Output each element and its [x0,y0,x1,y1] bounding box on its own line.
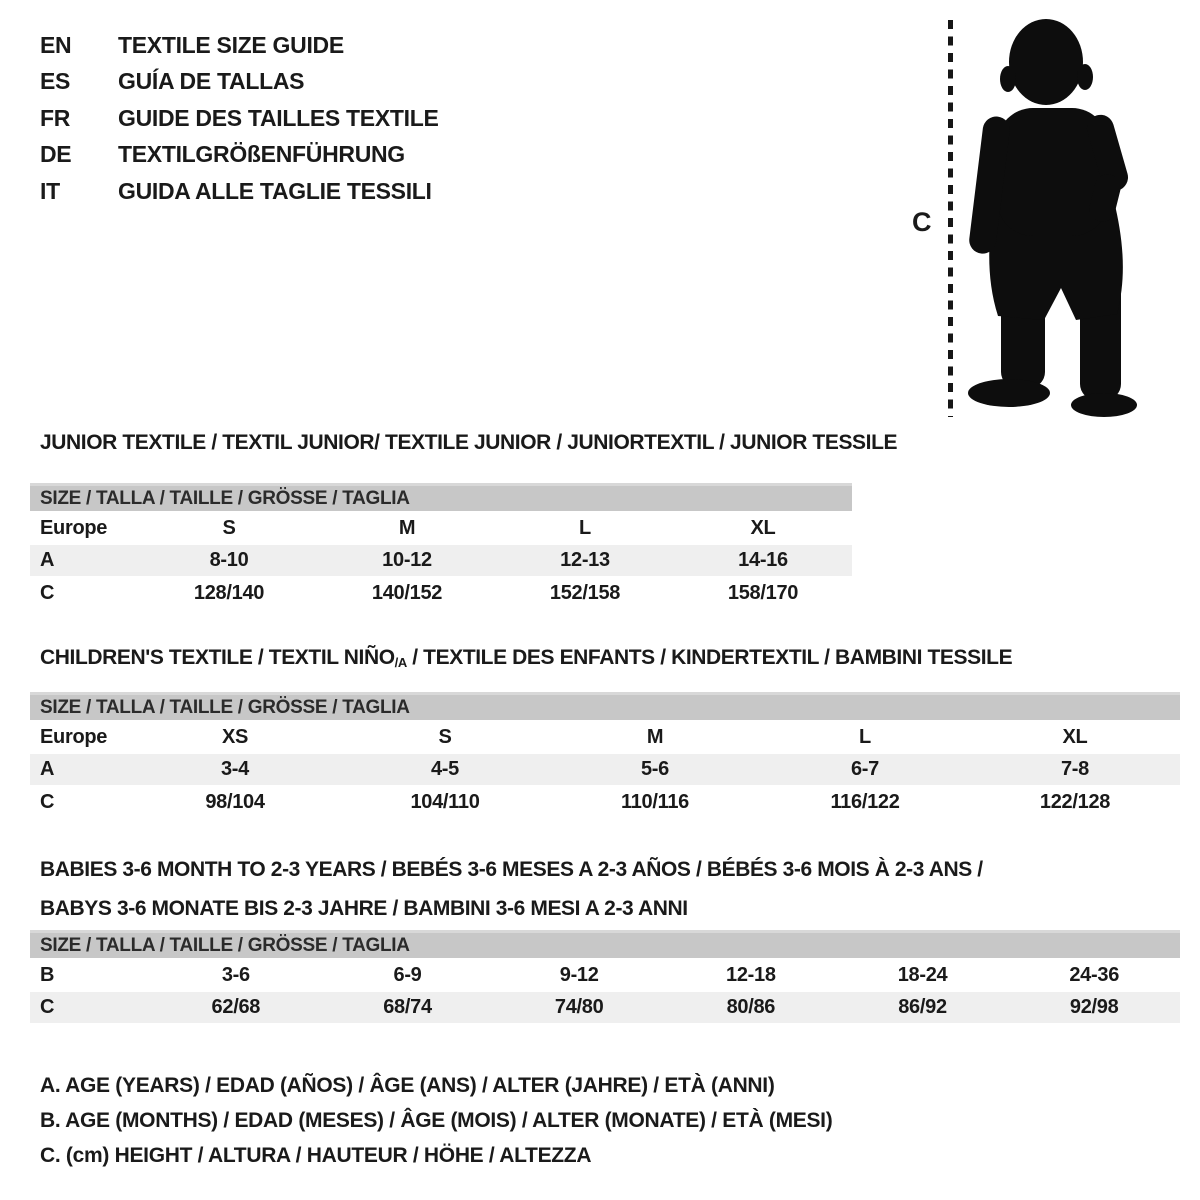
size-cell: 68/74 [383,996,432,1018]
row-label: Europe [40,517,108,539]
size-cell: 80/86 [726,996,776,1018]
junior-size-table [30,483,852,610]
size-cell: 3-6 [221,964,250,986]
size-cell: XL [1062,726,1088,748]
lang-title: TEXTILE SIZE GUIDE [118,31,344,58]
size-cell: 140/152 [371,582,443,604]
lang-row-it [40,173,439,210]
title-part: / TEXTILE DES ENFANTS / KINDERTEXTIL / BAMBINI TESSILE [406,646,1013,669]
legend-line-a: A. AGE (YEARS) / EDAD (AÑOS) / ÂGE (ANS) / ALTER (JAHRE) / ETÀ (ANNI) [40,1074,775,1097]
babies-textile-section [30,850,1180,1023]
size-cell: 98/104 [205,791,265,813]
size-header-bar: SIZE / TALLA / TAILLE / GRÖSSE / TAGLIA [30,930,1180,958]
size-cell: 158/170 [727,582,799,604]
size-cell: XS [221,726,249,748]
size-cell: 12-18 [726,964,776,986]
lang-code: EN [40,31,72,58]
size-cell: 128/140 [193,582,265,604]
table-row-b [30,958,1180,992]
size-cell: L [579,517,591,539]
size-cell: S [438,726,452,748]
row-label: Europe [40,726,108,748]
size-header-bar: SIZE / TALLA / TAILLE / GRÖSSE / TAGLIA [30,483,852,511]
table-row-a [30,545,852,576]
legend-line-b: B. AGE (MONTHS) / EDAD (MESES) / ÂGE (MOIS) / ALTER (MONATE) / ETÀ (MESI) [40,1109,833,1132]
size-cell: 8-10 [209,549,249,571]
size-cell: 24-36 [1069,964,1120,986]
section-title-junior: JUNIOR TEXTILE / TEXTIL JUNIOR/ TEXTILE JUNIOR / JUNIORTEXTIL / JUNIOR TESSILE [40,431,898,454]
size-cell: M [398,517,416,539]
size-cell: 104/110 [410,791,480,813]
lang-row-de [40,137,439,174]
size-cell: M [646,726,664,748]
lang-title: GUIDA ALLE TAGLIE TESSILI [118,177,432,204]
size-cell: 5-6 [640,758,669,780]
table-row-europe [30,511,852,545]
size-cell: 110/116 [621,791,689,813]
table-row-c [30,785,1180,819]
row-label: B [40,964,55,986]
children-textile-section [30,644,1180,819]
title-subscript: /A [394,655,407,670]
row-label: C [40,791,55,813]
height-measure-label: C [912,207,932,237]
section-title-babies [30,850,1180,928]
title-line-2: BABYS 3-6 MONATE BIS 2-3 JAHRE / BAMBINI 3-6 MESI A 2-3 ANNI [40,897,688,920]
row-label: A [40,758,55,780]
lang-title: GUÍA DE TALLAS [118,68,305,95]
size-cell: 18-24 [897,964,948,986]
size-cell: 74/80 [554,996,604,1018]
size-cell: 12-13 [560,549,610,571]
size-cell: 116/122 [830,791,900,813]
height-measure-dashed-line [948,20,953,417]
size-cell: 152/158 [549,582,621,604]
size-cell: 9-12 [559,964,599,986]
lang-code: DE [40,141,72,168]
size-cell: 6-7 [850,758,879,780]
size-cell: 3-4 [220,758,249,780]
size-header-bar: SIZE / TALLA / TAILLE / GRÖSSE / TAGLIA [30,692,1180,720]
size-cell: S [222,517,236,539]
table-row-a [30,754,1180,785]
legend-line-c: C. (cm) HEIGHT / ALTURA / HAUTEUR / HÖHE / ALTEZZA [40,1144,592,1167]
size-cell: 62/68 [211,996,261,1018]
size-cell: 92/98 [1069,996,1119,1018]
children-size-table [30,692,1180,819]
lang-row-en [40,27,439,64]
lang-code: ES [40,68,71,95]
lang-title: GUIDE DES TAILLES TEXTILE [118,104,439,131]
size-cell: 7-8 [1060,758,1089,780]
size-cell: 4-5 [430,758,459,780]
size-cell: 14-16 [738,549,788,571]
section-title-children [30,644,1180,673]
size-cell: L [859,726,871,748]
title-line-1: BABIES 3-6 MONTH TO 2-3 YEARS / BEBÉS 3-6 MESES A 2-3 AÑOS / BÉBÉS 3-6 MOIS À 2-3 ANS / [40,858,983,881]
size-cell: 6-9 [393,964,422,986]
babies-size-table [30,930,1180,1023]
table-row-europe [30,720,1180,754]
size-cell: 10-12 [382,549,432,571]
lang-code: FR [40,104,71,131]
size-cell: 122/128 [1039,791,1111,813]
toddler-silhouette-icon [964,16,1140,418]
language-header [40,27,439,210]
row-label: C [40,582,55,604]
title-part: CHILDREN'S TEXTILE / TEXTIL NIÑO [40,646,395,669]
lang-row-es [40,64,439,101]
table-row-c [30,576,852,610]
table-row-c [30,992,1180,1023]
size-cell: 86/92 [898,996,947,1018]
lang-title: TEXTILGRÖßENFÜHRUNG [118,141,405,168]
size-cell: XL [750,517,776,539]
measurement-legend [40,1068,832,1173]
junior-textile-section [30,429,898,610]
lang-code: IT [40,177,60,204]
row-label: A [40,549,55,571]
row-label: C [40,996,55,1018]
lang-row-fr [40,100,439,137]
